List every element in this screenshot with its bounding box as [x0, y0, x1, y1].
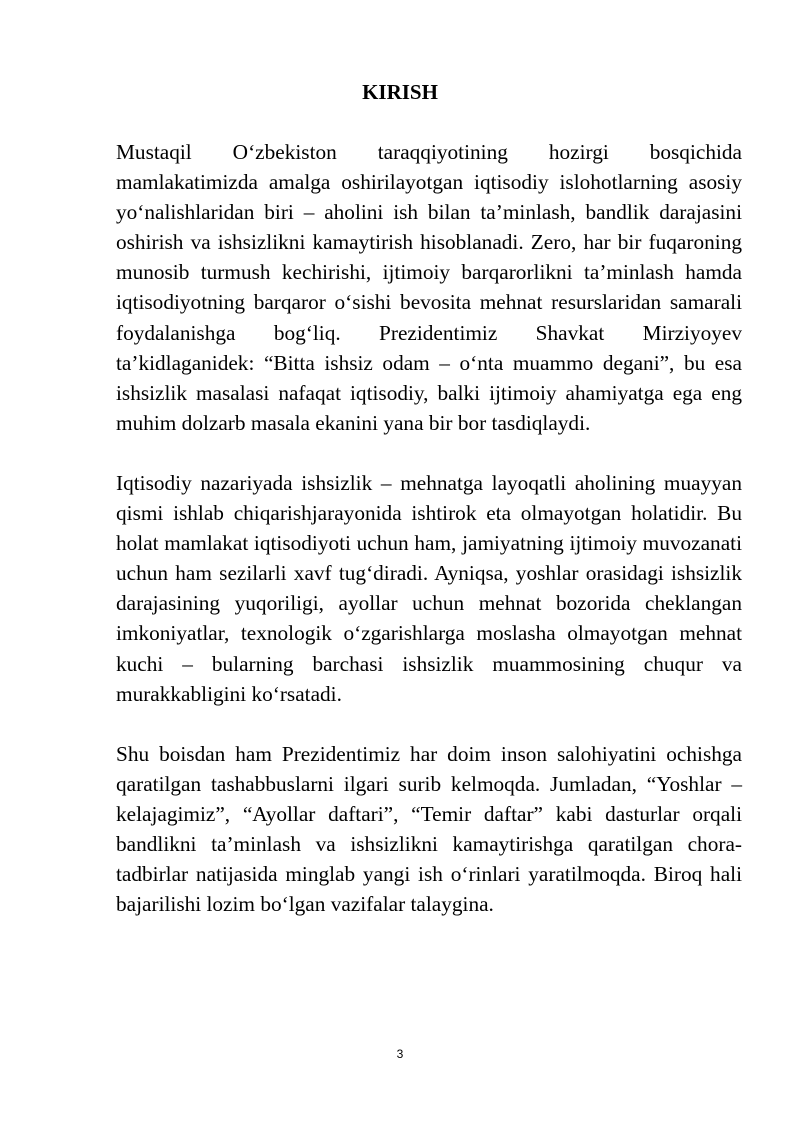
- body-text: [116, 137, 742, 949]
- page-title: KIRISH: [362, 80, 438, 104]
- paragraph-1: Mustaqil O‘zbekiston taraqqiyotining hozirgi bosqichida mamlakatimizda amalga oshirilayotgan iqtisodiy islohotlarning asosiy yo‘nalishlaridan biri – aholini ish bilan ta’minlash, bandlik darajasini oshirish va ishsizlikni kamaytirish hisoblanadi. Zero, har bir fuqaroning munosib turmush kechirishi, ijtimoiy barqarorlikni ta’minlash hamda iqtisodiyotning barqaror o‘sishi bevosita mehnat resurslaridan samarali foydalanishga bog‘liq. Prezidentimiz Shavkat Mirziyoyev ta’kidlaganidek: “Bitta ishsiz odam – o‘nta muammo degani”, bu esa ishsizlik masalasi nafaqat iqtisodiy, balki ijtimoiy ahamiyatga ega eng muhim dolzarb masala ekanini yana bir bor tasdiqlaydi.: [116, 140, 742, 435]
- paragraph-2: Iqtisodiy nazariyada ishsizlik – mehnatga layoqatli aholining muayyan qismi ishlab chiqarishjarayonida ishtirok eta olmayotgan holatidir. Bu holat mamlakat iqtisodiyoti uchun ham, jamiyatning ijtimoiy muvozanati uchun ham sezilarli xavf tug‘diradi. Ayniqsa, yoshlar orasidagi ishsizlik darajasining yuqoriligi, ayollar uchun mehnat bozorida cheklangan imkoniyatlar, texnologik o‘zgarishlarga moslasha olmayotgan mehnat kuchi – bularning barchasi ishsizlik muammosining chuqur va murakkabligini ko‘rsatadi.: [116, 470, 742, 706]
- paragraph-3: Shu boisdan ham Prezidentimiz har doim inson salohiyatini ochishga qaratilgan tashabbuslarni ilgari surib kelmoqda. Jumladan, “Yoshlar – kelajagimiz”, “Ayollar daftari”, “Temir daftar” kabi dasturlar orqali bandlikni ta’minlash va ishsizlikni kamaytirishga qaratilgan chora-tadbirlar natijasida minglab yangi ish o‘rinlari yaratilmoqda. Biroq hali bajarilishi lozim bo‘lgan vazifalar talaygina.: [116, 741, 742, 917]
- page-number: 3: [396, 1047, 404, 1061]
